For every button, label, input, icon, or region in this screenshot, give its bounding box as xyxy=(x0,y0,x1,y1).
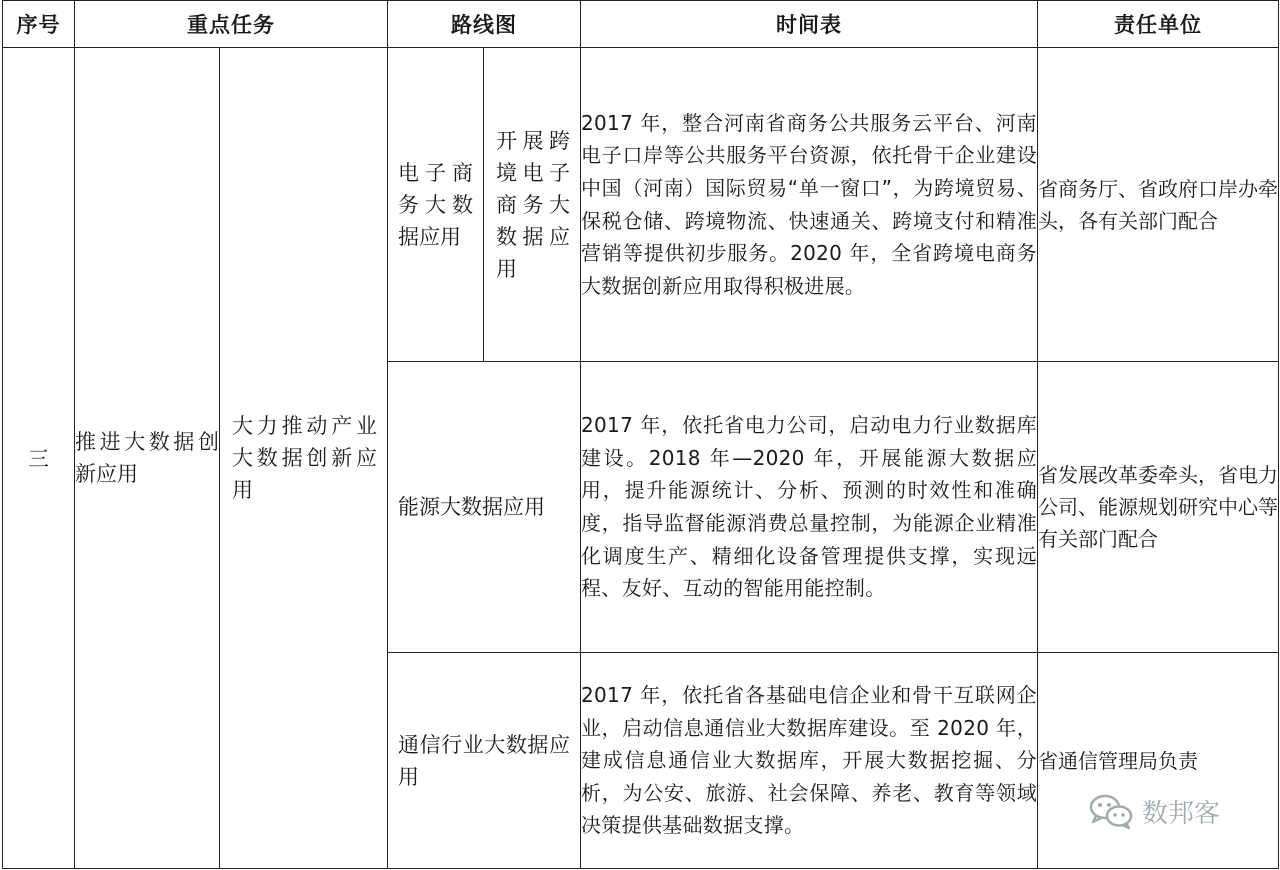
roadmap-cell: 能源大数据应用 xyxy=(388,362,581,653)
roadmap-cell: 通信行业大数据应用 xyxy=(388,653,581,869)
watermark-text: 数邦客 xyxy=(1142,798,1221,829)
watermark xyxy=(1088,792,1220,830)
responsible-cell: 省商务厅、省政府口岸办牵头，各有关部门配合 xyxy=(1038,48,1279,362)
responsible-cell: 省发展改革委牵头，省电力公司、能源规划研究中心等有关部门配合 xyxy=(1038,362,1279,653)
schedule-cell: 2017 年，依托省各基础电信企业和骨干互联网企业，启动信息通信业大数据库建设。至 2020 年，建成信息通信业大数据库，开展大数据挖掘、分析，为公安、旅游、社会保障、养老、教育等领域决策提供基础数据支撑。 xyxy=(581,653,1038,869)
responsible-cell: 省通信管理局负责 xyxy=(1038,653,1279,869)
header-roadmap: 路线图 xyxy=(388,1,581,48)
task-sub-cell: 大力推动产业大数据创新应用 xyxy=(220,48,388,869)
roadmap-cell: 电子商务大数据应用 xyxy=(388,48,484,362)
header-responsible: 责任单位 xyxy=(1038,1,1279,48)
task-main-cell: 推进大数据创新应用 xyxy=(75,48,220,869)
table-row xyxy=(3,48,1279,362)
task-table xyxy=(2,0,1279,869)
roadmap-sub-cell: 开展跨境电子商务大数据应用 xyxy=(484,48,581,362)
header-task: 重点任务 xyxy=(75,1,388,48)
wechat-icon xyxy=(1088,792,1134,830)
header-schedule: 时间表 xyxy=(581,1,1038,48)
header-row xyxy=(3,1,1279,48)
seq-cell: 三 xyxy=(3,48,75,869)
schedule-cell: 2017 年，依托省电力公司，启动电力行业数据库建设。2018 年—2020 年，开展能源大数据应用，提升能源统计、分析、预测的时效性和准确度，指导监督能源消费总量控制，为能源企业精准化调度生产、精细化设备管理提供支撑，实现远程、友好、互动的智能用能控制。 xyxy=(581,362,1038,653)
schedule-cell: 2017 年，整合河南省商务公共服务云平台、河南电子口岸等公共服务平台资源，依托骨干企业建设中国（河南）国际贸易“单一窗口”，为跨境贸易、保税仓储、跨境物流、快速通关、跨境支付和精准营销等提供初步服务。2020 年，全省跨境电商务大数据创新应用取得积极进展。 xyxy=(581,48,1038,362)
header-seq: 序号 xyxy=(3,1,75,48)
